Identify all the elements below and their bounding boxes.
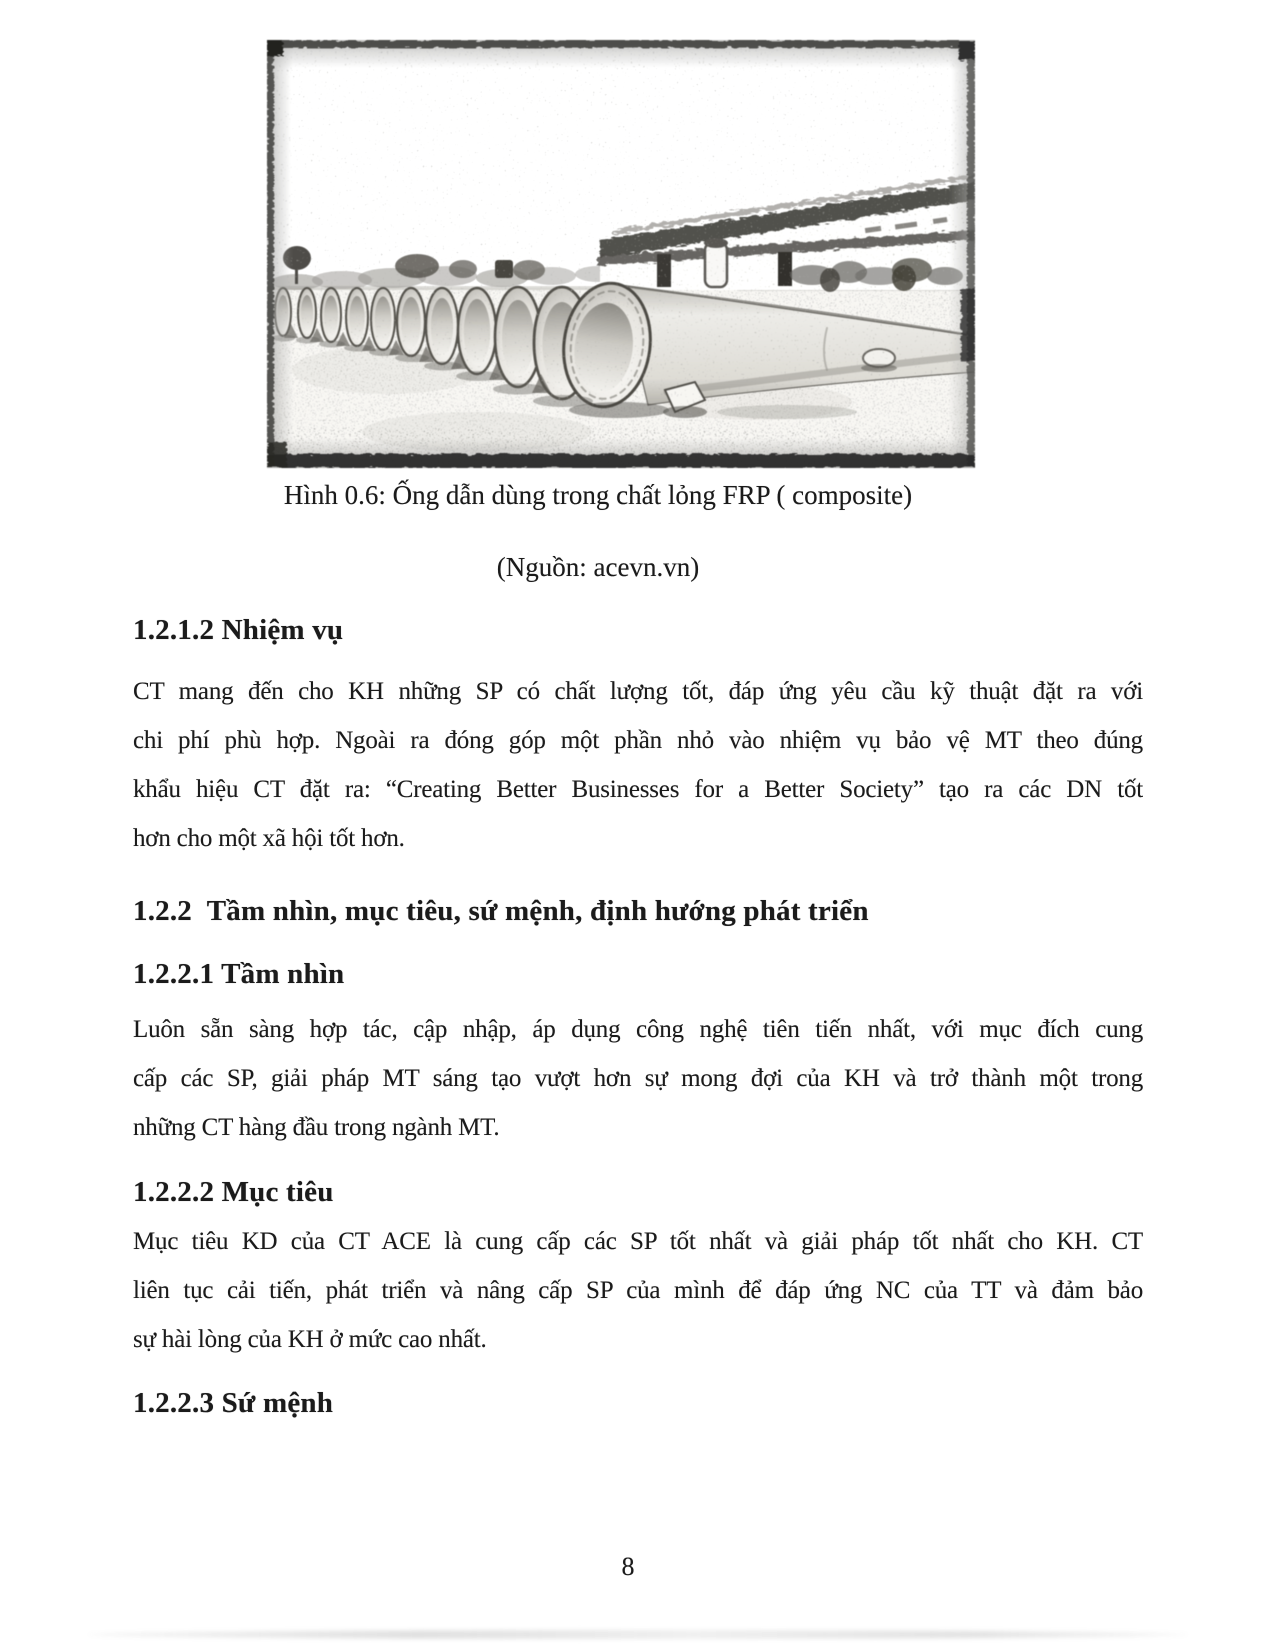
- text-line: khẩu hiệu CT đặt ra: “Creating Better Businesses for a Better Society” tạo ra các DN tốt: [133, 776, 1143, 803]
- text-line: CT mang đến cho KH những SP có chất lượng tốt, đáp ứng yêu cầu kỹ thuật đặt ra với: [133, 678, 1143, 705]
- text-line: hơn cho một xã hội tốt hơn.: [133, 825, 405, 852]
- heading-muc-tieu: 1.2.2.2 Mục tiêu: [133, 1176, 334, 1208]
- figure-caption: Hình 0.6: Ống dẫn dùng trong chất lỏng FRP ( composite): [283, 480, 913, 510]
- film-grain: [267, 40, 975, 468]
- text-line: Mục tiêu KD của CT ACE là cung cấp các SP tốt nhất và giải pháp tốt nhất cho KH. CT: [133, 1228, 1143, 1255]
- figure-photo: [267, 40, 975, 468]
- heading-tam-nhin-muc-tieu: 1.2.2 Tầm nhìn, mục tiêu, sứ mệnh, định hướng phát triển: [133, 895, 869, 927]
- paragraph-tam-nhin: [133, 1010, 1143, 1157]
- heading-su-menh: 1.2.2.3 Sứ mệnh: [133, 1387, 334, 1419]
- figure-source: (Nguồn: acevn.vn): [496, 552, 700, 582]
- text-line: Luôn sẵn sàng hợp tác, cập nhập, áp dụng công nghệ tiên tiến nhất, với mục đích cung: [133, 1016, 1143, 1043]
- heading-nhiem-vu: 1.2.1.2 Nhiệm vụ: [133, 614, 344, 646]
- page-number: 8: [621, 1552, 635, 1581]
- text-line: sự hài lòng của KH ở mức cao nhất.: [133, 1326, 487, 1353]
- scan-smudge: [88, 1630, 1188, 1639]
- photo-canvas: [267, 40, 975, 468]
- text-line: chi phí phù hợp. Ngoài ra đóng góp một phần nhỏ vào nhiệm vụ bảo vệ MT theo đúng: [133, 727, 1143, 754]
- text-line: những CT hàng đầu trong ngành MT.: [133, 1114, 500, 1141]
- heading-tam-nhin: 1.2.2.1 Tầm nhìn: [133, 958, 345, 990]
- paragraph-muc-tieu: [133, 1222, 1143, 1369]
- paragraph-nhiem-vu: [133, 672, 1143, 868]
- text-line: cấp các SP, giải pháp MT sáng tạo vượt hơn sự mong đợi của KH và trở thành một trong: [133, 1065, 1143, 1092]
- text-line: liên tục cải tiến, phát triển và nâng cấp SP của mình để đáp ứng NC của TT và đảm bảo: [133, 1277, 1143, 1304]
